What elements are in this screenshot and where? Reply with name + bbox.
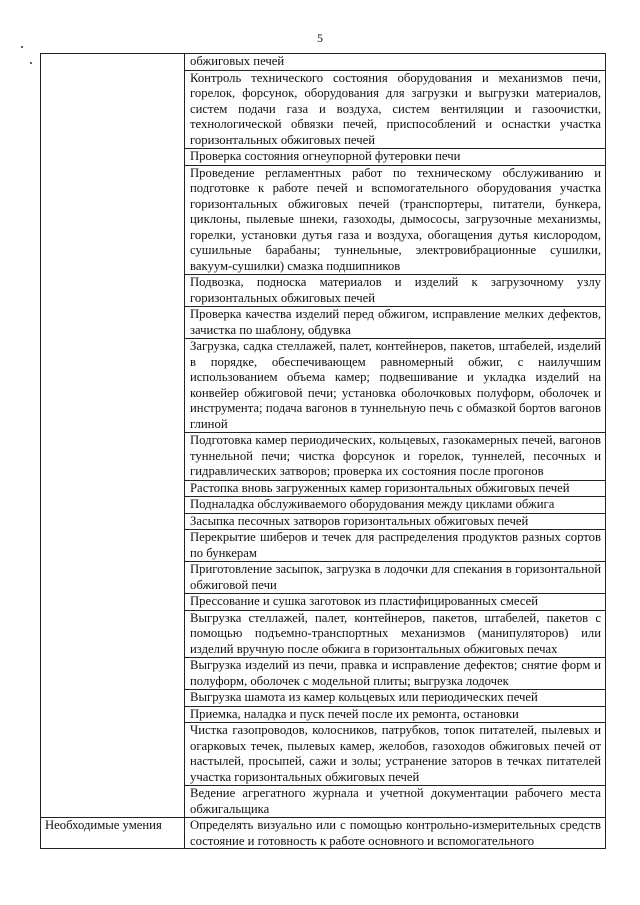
- page-number: 5: [317, 31, 323, 45]
- table-cell-item: Проверка состояния огнеупорной футеровки печи: [185, 149, 606, 166]
- table-cell-item: Чистка газопроводов, колосников, патрубков, топок питателей, пылевых и огарковых течек, пылевых камер, желобов, газоходов обжиговых печей от настылей, просыпей, сажи и золы; устранение заторов в течках питателей участка горизонтальных обжиговых печей: [185, 723, 606, 786]
- table-cell-item: Подготовка камер периодических, кольцевых, газокамерных печей, вагонов туннельной печи; чистка форсунок и горелок, туннелей, песочных и гидравлических затворов; проверка их состояния после прогонов: [185, 433, 606, 481]
- requirements-table: [40, 53, 606, 849]
- table-cell-item: Приемка, наладка и пуск печей после их ремонта, остановки: [185, 706, 606, 723]
- table-cell-item: [185, 818, 606, 849]
- table-cell-item: Выгрузка изделий из печи, правка и исправление дефектов; снятие форм и полуформ, оболочек с модельной плиты; выгрузка лодочек: [185, 658, 606, 690]
- table-cell-item: Выгрузка стеллажей, палет, контейнеров, пакетов, штабелей, пакетов с помощью подъемно-транспортных механизмов (манипуляторов) или изделий вручную после обжига в горизонтальных обжиговых печах: [185, 610, 606, 658]
- table-cell-item: Прессование и сушка заготовок из пластифицированных смесей: [185, 594, 606, 611]
- table-cell-item: обжиговых печей: [185, 54, 606, 71]
- table-cell-item: Подвозка, поднoска материалов и изделий к загрузочному узлу горизонтальных обжиговых печей: [185, 275, 606, 307]
- table-row: [41, 818, 606, 849]
- table-row: [41, 54, 606, 71]
- table-cell-item: Подналадка обслуживаемого оборудования между циклами обжига: [185, 497, 606, 514]
- section-label: [41, 54, 185, 818]
- table-cell-item: Засыпка песочных затворов горизонтальных обжиговых печей: [185, 513, 606, 530]
- item-text: Определять визуально или с помощью контрольно-измерительных средств состояние и готовность к работе основного и вспомогательного: [190, 818, 601, 848]
- scan-speck: [21, 46, 23, 48]
- table-cell-item: Выгрузка шамота из камер кольцевых или периодических печей: [185, 690, 606, 707]
- table-cell-item: Контроль технического состояния оборудования и механизмов печи, горелок, форсунок, оборудования для загрузки и выгрузки материалов, систем подачи газа и воздуха, систем вентиляции и газоочистки, технологической обвязки печей, приспособлений и оснастки участка горизонтальных обжиговых печей: [185, 70, 606, 149]
- table-cell-item: Растопка вновь загруженных камер горизонтальных обжиговых печей: [185, 480, 606, 497]
- table-cell-item: Проверка качества изделий перед обжигом, исправление мелких дефектов, зачистка по шаблону, обдувка: [185, 307, 606, 339]
- scan-speck: [30, 62, 32, 64]
- section-label: Необходимые умения: [41, 818, 185, 849]
- table-cell-item: Ведение агрегатного журнала и учетной документации рабочего места обжигальщика: [185, 786, 606, 818]
- table-cell-item: Загрузка, садка стеллажей, палет, контейнеров, пакетов, штабелей, изделий в порядке, обеспечивающем равномерный обжиг, с наилучшим использованием объема камер; подвешивание и укладка изделий на конвейер обжиговой печи; установка оболочковых полуформ, оболочек и инструмента; подача вагонов в туннельную печь с обмазкой бортов вагонов глиной: [185, 339, 606, 433]
- table-cell-item: Проведение регламентных работ по техническому обслуживанию и подготовке к работе печей и вспомогательного оборудования участка горизонтальных обжиговых печей (транспортеры, питатели, бункера, циклоны, пылевые шнеки, газоходы, дымососы, загрузочные механизмы, горелки, установки дутья газа и воздуха, обогащения дутья кислородом, сушильные барабаны; туннельные, электровибрационные сушилки, вакуум-сушилки) смазка подшипников: [185, 165, 606, 275]
- table-cell-item: Перекрытие шиберов и течек для распределения продуктов разных сортов по бункерам: [185, 530, 606, 562]
- table-cell-item: Приготовление засыпок, загрузка в лодочки для спекания в горизонтальной обжиговой печи: [185, 562, 606, 594]
